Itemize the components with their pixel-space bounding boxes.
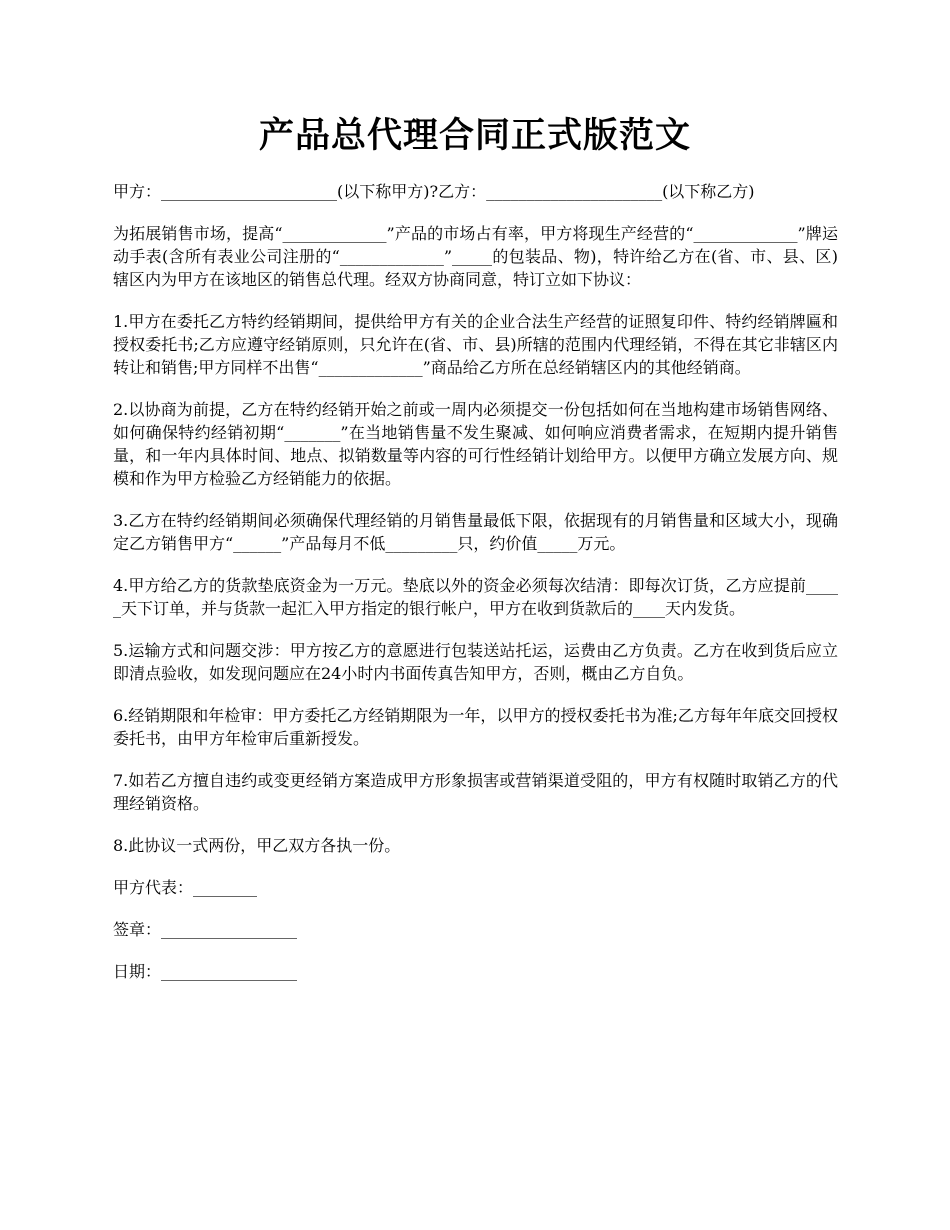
- clause-5: 5.运输方式和问题交涉：甲方按乙方的意愿进行包装送站托运，运费由乙方负责。乙方在收到货后应立即清点验收，如发现问题应在24小时内书面传真告知甲方，否则，概由乙方自负。: [113, 641, 838, 683]
- clause-4: 4.甲方给乙方的货款垫底资金为一万元。垫底以外的资金必须每次结清：即每次订货，乙方应提前_____天下订单，并与货款一起汇入甲方指定的银行帐户，甲方在收到货款后的____天内发货。: [113, 576, 838, 618]
- document-body: [113, 180, 838, 1002]
- representative-line: 甲方代表：________: [113, 878, 258, 897]
- date-line: 日期：_________________: [113, 962, 298, 981]
- clause-2: 2.以协商为前提，乙方在特约经销开始之前或一周内必须提交一份包括如何在当地构建市场销售网络、如何确保特约经销初期“_______”在当地销售量不发生聚减、如何响应消费者需求，在短期内提升销售量，和一年内具体时间、地点、拟销数量等内容的可行性经销计划给甲方。以便甲方确立发展方向、规模和作为甲方检验乙方经销能力的依据。: [113, 400, 838, 488]
- seal-line: 签章：_________________: [113, 920, 298, 939]
- clause-8: 8.此协议一式两份，甲乙双方各执一份。: [113, 836, 401, 855]
- parties-line: 甲方：______________________(以下称甲方)?乙方：______________________(以下称乙方): [113, 182, 755, 201]
- clause-6: 6.经销期限和年检审：甲方委托乙方经销期限为一年，以甲方的授权委托书为准;乙方每年年底交回授权委托书，由甲方年检审后重新授发。: [113, 706, 838, 748]
- clause-3: 3.乙方在特约经销期间必须确保代理经销的月销售量最低下限，依据现有的月销售量和区域大小，现确定乙方销售甲方“______”产品每月不低_________只，约价值_____万元。: [113, 511, 838, 553]
- document-title: 产品总代理合同正式版范文: [258, 115, 691, 156]
- clause-7: 7.如若乙方擅自违约或变更经销方案造成甲方形象损害或营销渠道受阻的，甲方有权随时取销乙方的代理经销资格。: [113, 771, 838, 813]
- clause-1: 1.甲方在委托乙方特约经销期间，提供给甲方有关的企业合法生产经营的证照复印件、特约经销牌匾和授权委托书;乙方应遵守经销原则，只允许在(省、市、县)所辖的范围内代理经销，不得在其它非辖区内转让和销售;甲方同样不出售“_____________”商品给乙方所在总经销辖区内的其他经销商。: [113, 312, 838, 377]
- intro-paragraph: 为拓展销售市场，提高“_____________”产品的市场占有率，甲方将现生产经营的“_____________”牌运动手表(含所有表业公司注册的“_____________”_____的包装品、物)，特许给乙方在(省、市、县、区)辖区内为甲方在该地区的销售总代理。经双方协商同意，特订立如下协议：: [113, 224, 838, 289]
